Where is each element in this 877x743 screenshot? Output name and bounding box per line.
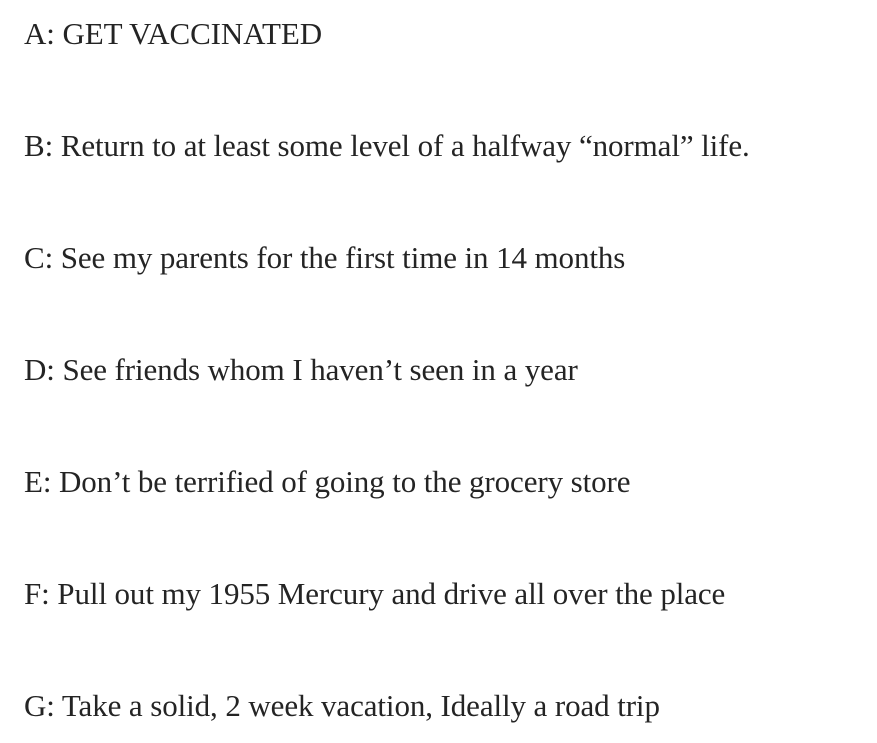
list-item-f: F: Pull out my 1955 Mercury and drive all over the place [24, 576, 726, 611]
list-item-c: C: See my parents for the first time in 14 months [24, 240, 626, 275]
list-item-g: G: Take a solid, 2 week vacation, Ideally a road trip [24, 688, 660, 723]
list-item-a: A: GET VACCINATED [24, 16, 322, 51]
list-item-d: D: See friends whom I haven’t seen in a year [24, 352, 578, 387]
list-item-b: B: Return to at least some level of a halfway “normal” life. [24, 128, 750, 163]
list-item-e: E: Don’t be terrified of going to the grocery store [24, 464, 631, 499]
